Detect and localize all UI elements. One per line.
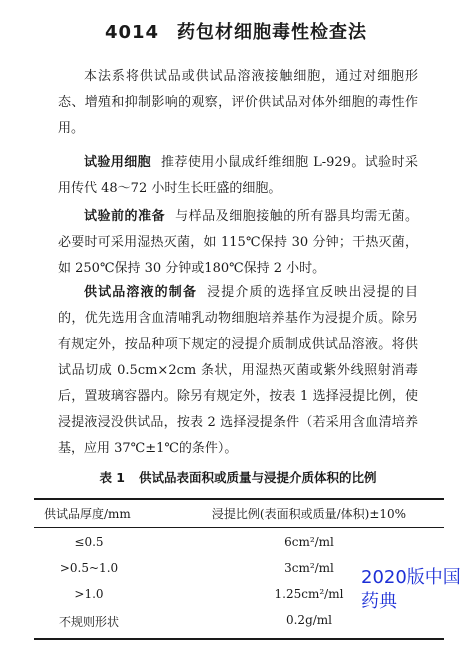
table-header-rule — [34, 527, 444, 528]
table-cell: 3cm²/ml — [284, 561, 334, 575]
cells-paragraph — [58, 150, 418, 202]
table-row — [34, 530, 444, 556]
watermark-line-2: 药典 — [361, 591, 397, 612]
table-cell: >1.0 — [74, 587, 104, 601]
cells-heading: 试验用细胞 — [84, 155, 152, 170]
solution-heading: 供试品溶液的制备 — [84, 285, 198, 300]
preparation-heading: 试验前的准备 — [84, 209, 166, 224]
solution-text: 浸提介质的选择宜反映出浸提的目的，优先选用含血清哺乳动物细胞培养基作为浸提介质。除另有规定外，按品种项下规定的浸提介质制成供试品溶液。将供试品切成 0.5cm×2cm 条状，用湿热灭菌或紫外线照射消毒后，置玻璃容器内。除另有规定外，按表 1 选择浸提比例，使浸提液浸没供试品，按表 2 选择浸提条件（若采用含血清培养基，应用 37℃±1℃的条件）。 — [58, 285, 418, 456]
table-cell: 不规则形状 — [58, 615, 119, 629]
cells-text: 推荐使用小鼠成纤维细胞 L-929。试验时采用传代 48～72 小时生长旺盛的细胞。 — [58, 155, 418, 196]
section-number: 4014 — [104, 22, 160, 43]
header-ratio: 浸提比例(表面积或质量/体积)±10% — [211, 507, 407, 521]
table-cell: 1.25cm²/ml — [274, 587, 344, 601]
header-thickness: 供试品厚度/mm — [44, 507, 131, 521]
intro-paragraph: 本法系将供试品或供试品溶液接触细胞，通过对细胞形态、增殖和抑制影响的观察，评价供试品对体外细胞的毒性作用。 — [58, 69, 418, 136]
section-title: 药包材细胞毒性检查法 — [177, 22, 368, 43]
table-cell: 0.2g/ml — [285, 613, 333, 627]
page-title — [0, 18, 472, 44]
table-number: 表 1 — [99, 470, 126, 485]
table-cell: ≤0.5 — [74, 535, 104, 549]
table-cell: >0.5~1.0 — [59, 561, 119, 575]
table-bottom-rule — [34, 638, 444, 640]
table-cell: 6cm²/ml — [284, 535, 334, 549]
table-caption — [58, 468, 418, 486]
preparation-paragraph — [58, 204, 418, 282]
table-header-row — [34, 500, 444, 526]
preparation-text: 与样品及细胞接触的所有器具均需无菌。必要时可采用湿热灭菌，如 115℃保持 30 分钟；干热灭菌，如 250℃保持 30 分钟或180℃保持 2 小时。 — [58, 209, 418, 276]
solution-paragraph — [58, 280, 418, 462]
watermark-line-1: 2020版中国 — [361, 567, 461, 588]
edition-watermark — [361, 566, 461, 614]
table-caption-text: 供试品表面积或质量与浸提介质体积的比例 — [139, 470, 377, 485]
